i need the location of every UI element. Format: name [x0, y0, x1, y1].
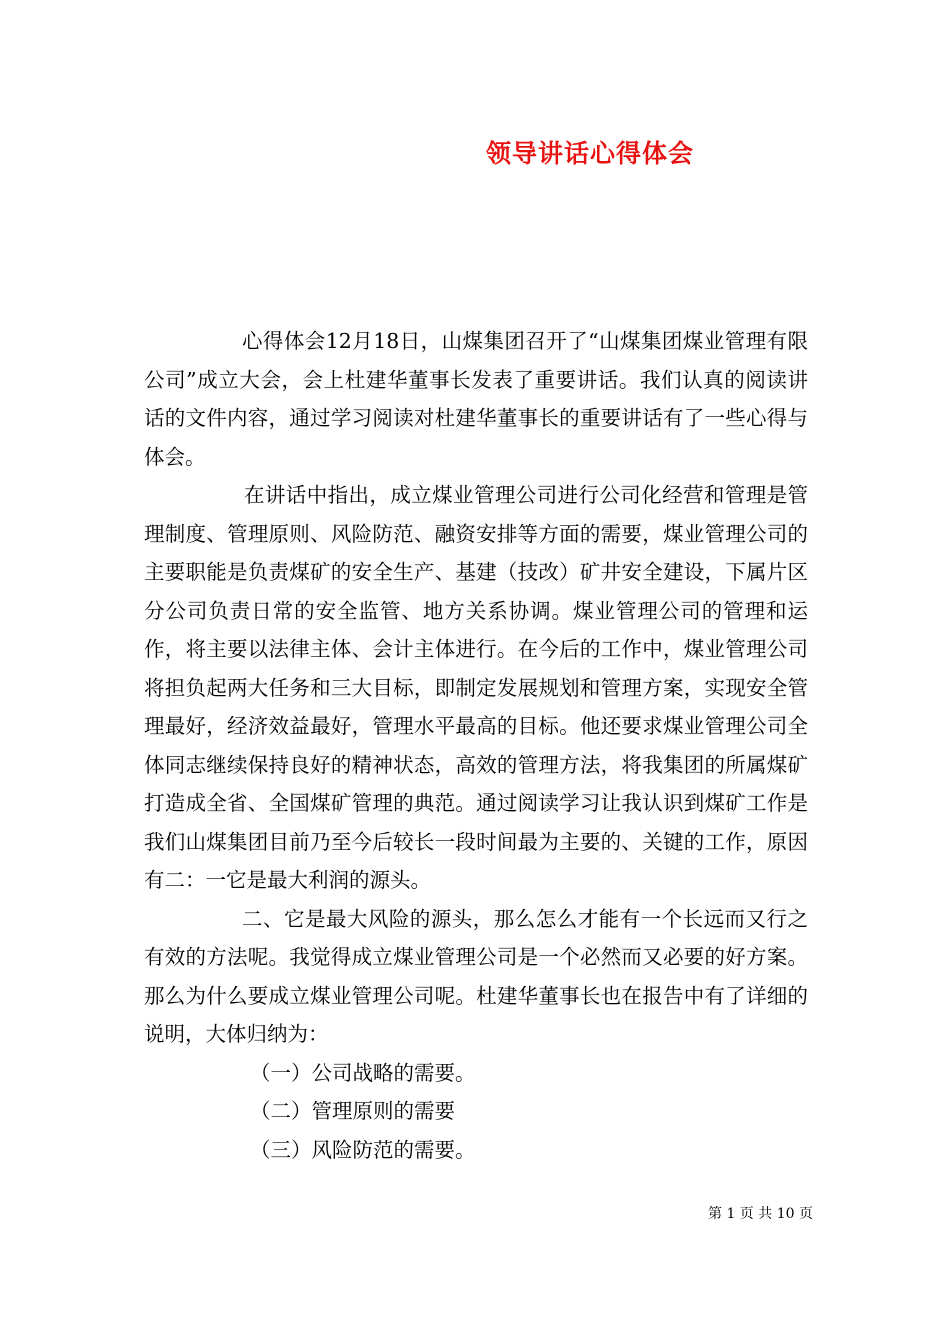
document-body	[144, 322, 808, 1169]
paragraph-reasons: 二、它是最大风险的源头，那么怎么才能有一个长远而又行之有效的方法呢。我觉得成立煤业管理公司是一个必然而又必要的好方案。那么为什么要成立煤业管理公司呢。杜建华董事长也在报告中有了详细的说明，大体归纳为：	[144, 906, 808, 1046]
page-number-footer: 第 1 页 共 10 页	[708, 1206, 813, 1222]
paragraph-intro: 心得体会12月18日，山煤集团召开了“山煤集团煤业管理有限公司”成立大会，会上杜建华董事长发表了重要讲话。我们认真的阅读讲话的文件内容，通过学习阅读对杜建华董事长的重要讲话有了一些心得与体会。	[144, 329, 808, 469]
paragraph-speech-summary: 在讲话中指出，成立煤业管理公司进行公司化经营和管理是管理制度、管理原则、风险防范、融资安排等方面的需要，煤业管理公司的主要职能是负责煤矿的安全生产、基建（技改）矿井安全建设，下属片区分公司负责日常的安全监管、地方关系协调。煤业管理公司的管理和运作，将主要以法律主体、会计主体进行。在今后的工作中，煤业管理公司将担负起两大任务和三大目标，即制定发展规划和管理方案，实现安全管理最好，经济效益最好，管理水平最高的目标。他还要求煤业管理公司全体同志继续保持良好的精神状态，高效的管理方法，将我集团的所属煤矿打造成全省、全国煤矿管理的典范。通过阅读学习让我认识到煤矿工作是我们山煤集团目前乃至今后较长一段时间最为主要的、关键的工作，原因有二：一它是最大利润的源头。	[144, 483, 808, 892]
list-item-principles: （二）管理原则的需要	[250, 1099, 455, 1123]
page-title: 领导讲话心得体会	[485, 139, 694, 168]
list-item-strategy: （一）公司战略的需要。	[250, 1060, 476, 1085]
list-item-risk: （三）风险防范的需要。	[250, 1137, 476, 1162]
